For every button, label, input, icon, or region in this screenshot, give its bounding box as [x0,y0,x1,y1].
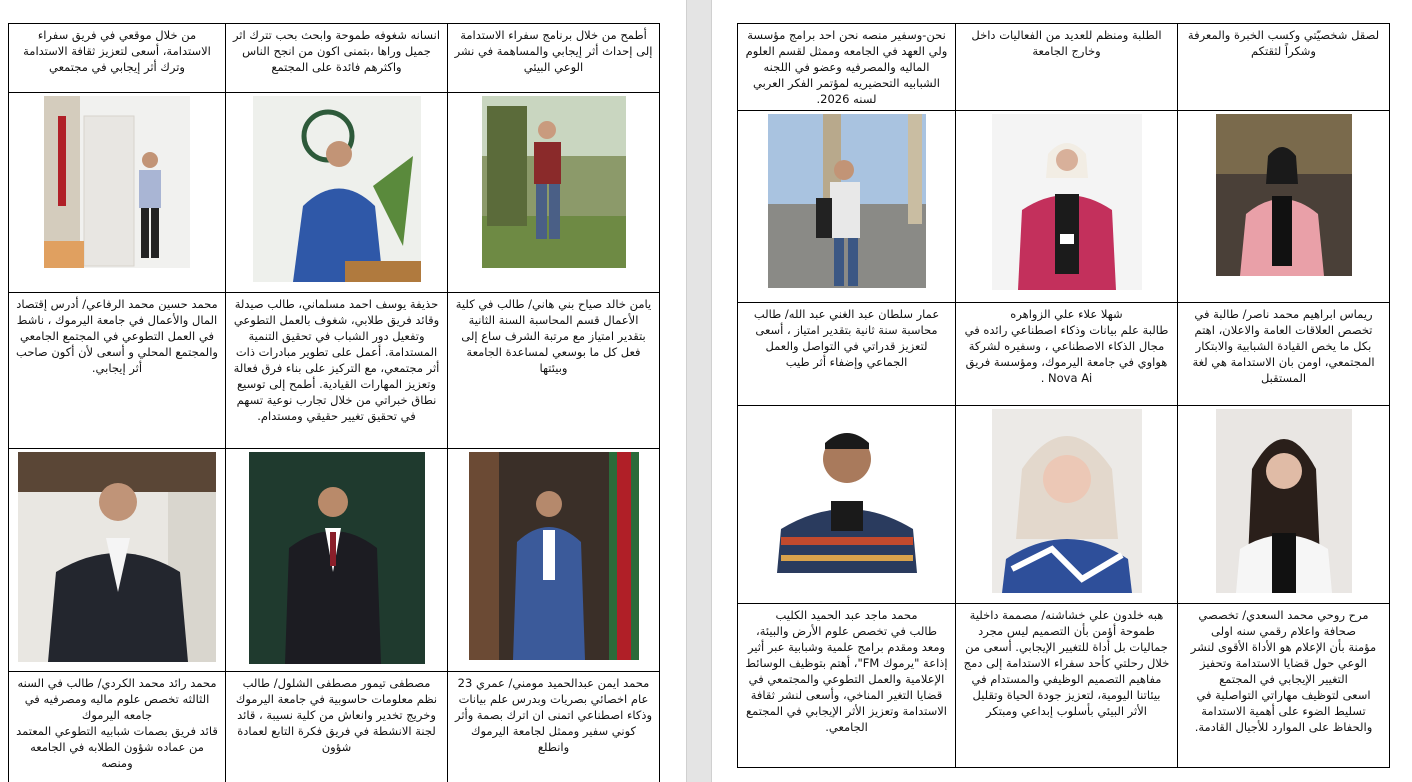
left-photo-row-2 [9,449,660,672]
photo-cell [9,93,226,293]
member-photo-rifai [44,96,190,268]
photo-cell [448,449,660,672]
member-photo-momani [469,452,639,660]
bio-cell-rimas: ريماس ابراهيم محمد ناصر/ طالبة في تخصص العلاقات العامة والاعلان، اهتم بكل ما يخص القيادة الشبابية والابتكار المجتمعي، اومن بان الاستدامة هي لغة المستقبل [1178,303,1390,406]
bio-cell-rifai: محمد حسين محمد الرفاعي/ أدرس إقتصاد المال والأعمال في جامعة اليرموك ، ناشط في العمل التطوعي في المجتمع الجامعي والمجتمع المحلي و أسعى لأن أكون صاحب أثر إيجابي. [9,293,226,449]
left-intro-row [9,24,660,93]
photo-cell [226,449,448,672]
photo-cell [738,406,956,604]
member-photo-shloul [249,452,425,664]
intro-cell-ammar: نحن-وسفير منصه نحن احد برامج مؤسسة ولي العهد في الجامعه وممثل لقسم العلوم الماليه والمصرفيه وعضو في اللجنه الشبابيه التحضيريه لمؤتمر الفكر العربي لسنه 2026. [738,24,956,111]
bio-cell-shloul: مصطفى تيمور مصطفى الشلول/ طالب نظم معلومات حاسوبية في جامعة اليرموك وخريج تخدير وانعاش من كلية نسيبة ، قائد لجنة الانشطة في فريق فكرة التابع لعمادة شؤون [226,672,448,782]
member-photo-marah [1216,409,1352,593]
photo-cell [1178,406,1390,604]
member-photo-kurdi [18,452,216,662]
bio-cell-marah: مرح روحي محمد السعدي/ تخصصي صحافة واعلام رقمي سنه اولى مؤمنة بأن الإعلام هو الأداة الأقوى لنشر الوعي حول قضايا الاستدامة وتحفيز التغيير الإيجابي في المجتمع اسعى لتوظيف مهاراتي التواصلية في تسليط الضوء على أهمية الاستدامة والحفاظ على الموارد للأجيال القادمة. [1178,604,1390,768]
member-photo-ammar [768,114,926,288]
member-photo-shahla [992,114,1142,290]
intro-cell-shahla: الطلبة ومنظم للعديد من الفعاليات داخل وخارج الجامعة [956,24,1178,111]
page-gutter [686,0,712,782]
bio-cell-shahla: شهلا علاء علي الزواهره طالبة علم بيانات وذكاء اصطناعي رائده في مجال الذكاء الاصطناعي ، وسفيره لشركة هواوي في جامعة اليرموك، ومؤسسة فريق Nova Ai . [956,303,1178,406]
member-photo-yamen [482,96,626,268]
intro-cell-yamen: أطمح من خلال برنامج سفراء الاستدامة إلى إحداث أثر إيجابي والمساهمة في نشر الوعي البيئي [448,24,660,93]
intro-cell-rimas: لصقل شخصيّتي وكسب الخبرة والمعرفة وشكراً لثقتكم [1178,24,1390,111]
photo-cell [738,111,956,303]
bio-cell-kulaib: محمد ماجد عبد الحميد الكليب طالب في تخصص علوم الأرض والبيئة، ومعد ومقدم برامج علمية وشبابية عبر أثير إذاعة "يرموك FM"، أهتم بتوظيف الوسائط الإعلامية والعمل التطوعي والمجتمعي في قضايا التغير المناخي، وأسعى لنشر ثقافة الاستدامة وتعزيز الأثر الإيجابي في المجتمع الجامعي. [738,604,956,768]
intro-cell-huthaifa: انسانه شغوفه طموحة وابحث بحب تترك اثر جميل وراها ،بتمنى اكون من انجح الناس واكثرهم فائدة على المجتمع [226,24,448,93]
member-photo-heba [992,409,1142,593]
right-bio-row-1 [738,303,1390,406]
right-member-table [737,23,1390,768]
left-member-table [8,23,660,782]
photo-cell [226,93,448,293]
right-bio-row-2 [738,604,1390,768]
photo-cell [448,93,660,293]
photo-cell [1178,111,1390,303]
left-photo-row-1 [9,93,660,293]
right-intro-row [738,24,1390,111]
member-photo-huthaifa [253,96,421,282]
bio-cell-ammar: عمار سلطان عبد الغني عبد الله/ طالب محاسبة سنة ثانية بتقدير امتياز ، أسعى لتعزيز قدراتي في التواصل والعمل الجماعي وإضفاء أثر طيب [738,303,956,406]
bio-cell-huthaifa: حذيفة يوسف احمد مسلماني، طالب صيدلة وقائد فريق طلابي، شغوف بالعمل التطوعي وتفعيل دور الشباب في تحقيق التنمية المستدامة. أعمل على تطوير مبادرات ذات أثر مجتمعي، مع التركيز على بناء فرق فعالة وتعزيز المهارات القيادية. أطمح إلى توسيع نطاق خبراتي من خلال تجارب نوعية تسهم في تحقيق تغيير حقيقي ومستدام. [226,293,448,449]
bio-cell-momani: محمد ايمن عبدالحميد مومني/ عمري 23 عام اخصائي بصريات وبدرس علم بيانات وذكاء اصطناعي اتمنى ان اترك بصمة وأثر كوني سفير وممثل لجامعة اليرموك وانطلع [448,672,660,782]
photo-cell [956,406,1178,604]
left-document-page [0,0,686,782]
right-document-page [712,0,1412,782]
bio-cell-kurdi: محمد رائد محمد الكردي/ طالب في السنه الثالثه تخصص علوم ماليه ومصرفيه في جامعه اليرموك قائد فريق بصمات شبابيه التطوعي المعتمد من عماده شؤون الطلابه في الجامعه ومنصه [9,672,226,782]
bio-cell-yamen: يامن خالد صياح بني هاني/ طالب في كلية الأعمال قسم المحاسبة السنة الثانية بتقدير امتياز مع مرتبة الشرف ساع إلى فعل كل ما بوسعي لمساعدة الجامعة وبيئتها [448,293,660,449]
member-photo-rimas [1216,114,1352,276]
member-photo-kulaib [771,409,923,573]
photo-cell [956,111,1178,303]
intro-cell-rifai: من خلال موقعي في فريق سفراء الاستدامة، أسعى لتعزيز ثقافة الاستدامة وترك أثر إيجابي في مجتمعي [9,24,226,93]
right-photo-row-1 [738,111,1390,303]
photo-cell [9,449,226,672]
right-photo-row-2 [738,406,1390,604]
left-bio-row-2 [9,672,660,782]
left-bio-row-1 [9,293,660,449]
bio-cell-heba: هبه خلدون علي خشاشنه/ مصممة داخلية طموحة أؤمن بأن التصميم ليس مجرد جماليات بل أداة للتغيير الإيجابي. أسعى من خلال رحلتي كأحد سفراء الاستدامة إلى دمج مفاهيم التصميم الوظيفي والمستدام في بيئاتنا اليومية، لتعزيز جودة الحياة وتقليل الأثر البيئي بأسلوب إبداعي ومبتكر [956,604,1178,768]
